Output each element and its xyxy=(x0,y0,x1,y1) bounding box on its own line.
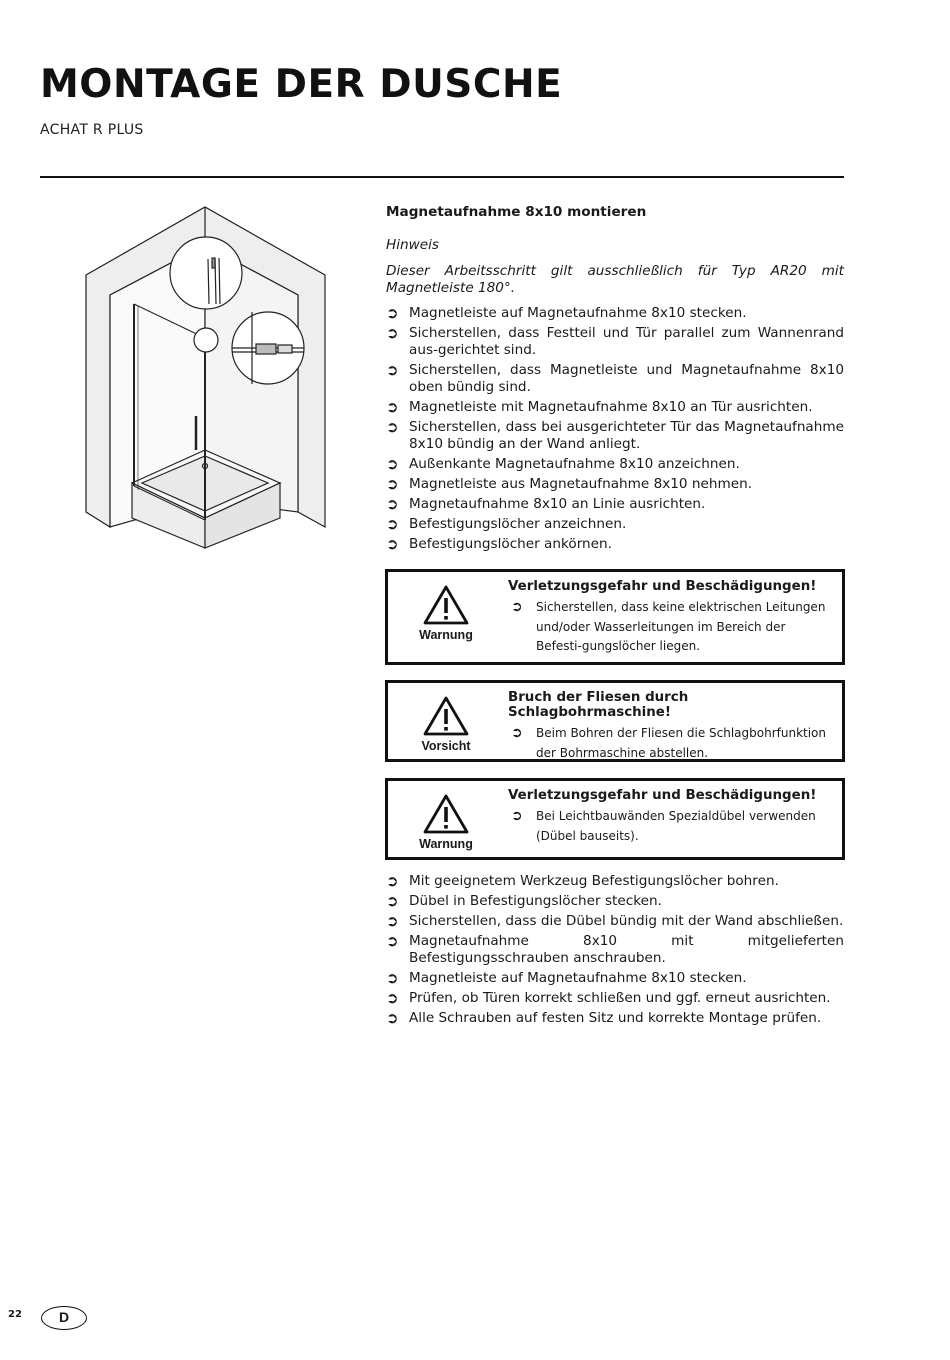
section-heading: Magnetaufnahme 8x10 montieren xyxy=(386,204,647,220)
warning-content xyxy=(508,788,834,846)
header-divider xyxy=(40,176,844,178)
warning-content xyxy=(508,690,834,763)
arrow-right-bullet-icon: ➲ xyxy=(386,398,399,416)
signal-word: Warnung xyxy=(419,628,473,642)
list-item: ➲ Mit geeignetem Werkzeug Befestigungslöcher bohren. xyxy=(386,872,779,890)
step-list xyxy=(386,873,844,1027)
note-label: Hinweis xyxy=(386,237,439,253)
list-item: ➲ Magnetleiste mit Magnetaufnahme 8x10 an Tür ausrichten. xyxy=(386,398,813,416)
arrow-right-bullet-icon: ➲ xyxy=(511,599,523,615)
list-item: ➲ Dübel in Befestigungslöcher stecken. xyxy=(386,892,662,910)
note-text: Dieser Arbeitsschritt gilt ausschließlich für Typ AR20 mit Magnetleiste 180°. xyxy=(386,263,844,296)
arrow-right-bullet-icon: ➲ xyxy=(386,932,399,950)
shower-illustration xyxy=(80,200,332,556)
arrow-right-bullet-icon: ➲ xyxy=(386,495,399,513)
arrow-right-bullet-icon: ➲ xyxy=(386,515,399,533)
arrow-right-bullet-icon: ➲ xyxy=(386,535,399,553)
step-list xyxy=(386,305,844,553)
instruction-section xyxy=(386,204,844,556)
list-item: ➲ Magnetaufnahme 8x10 mit mitgelieferten Befestigungsschrauben anschrauben. xyxy=(386,932,844,966)
warning-content xyxy=(508,579,834,657)
list-item: ➲ Alle Schrauben auf festen Sitz und korrekte Montage prüfen. xyxy=(386,1009,822,1027)
page-number: 22 xyxy=(8,1309,22,1320)
signal-word: Warnung xyxy=(419,837,473,851)
warning-triangle-icon xyxy=(410,793,482,865)
product-name: ACHAT R PLUS xyxy=(40,122,144,138)
warning-title: Verletzungsgefahr und Beschädigungen! xyxy=(508,579,817,594)
language-badge: D xyxy=(41,1306,87,1330)
arrow-right-bullet-icon: ➲ xyxy=(386,361,399,379)
list-item: ➲ Sicherstellen, dass Magnetleiste und Magnetaufnahme 8x10 oben bündig sind. xyxy=(386,361,844,395)
signal-word: Vorsicht xyxy=(421,739,471,753)
warning-box xyxy=(385,569,845,665)
arrow-right-bullet-icon: ➲ xyxy=(386,324,399,342)
arrow-right-bullet-icon: ➲ xyxy=(386,475,399,493)
arrow-right-bullet-icon: ➲ xyxy=(511,808,523,824)
list-item: ➲ Magnetleiste aus Magnetaufnahme 8x10 nehmen. xyxy=(386,475,753,493)
list-item: ➲ Magnetleiste auf Magnetaufnahme 8x10 stecken. xyxy=(386,969,747,987)
arrow-right-bullet-icon: ➲ xyxy=(386,418,399,436)
warning-triangle-icon xyxy=(410,695,482,767)
list-item: ➲ Magnetleiste auf Magnetaufnahme 8x10 stecken. xyxy=(386,304,747,322)
list-item: ➲ Bei Leichtbauwänden Spezialdübel verwenden (Dübel bauseits). xyxy=(511,808,816,843)
warning-triangle-icon xyxy=(410,584,482,656)
warning-box xyxy=(385,778,845,860)
warning-title: Verletzungsgefahr und Beschädigungen! xyxy=(508,788,817,803)
list-item: ➲ Prüfen, ob Türen korrekt schließen und ggf. erneut ausrichten. xyxy=(386,989,831,1007)
arrow-right-bullet-icon: ➲ xyxy=(386,989,399,1007)
list-item: ➲ Befestigungslöcher ankörnen. xyxy=(386,535,612,553)
list-item: ➲ Sicherstellen, dass die Dübel bündig mit der Wand abschließen. xyxy=(386,912,844,930)
arrow-right-bullet-icon: ➲ xyxy=(511,725,523,741)
arrow-right-bullet-icon: ➲ xyxy=(386,912,399,930)
caution-box xyxy=(385,680,845,762)
arrow-right-bullet-icon: ➲ xyxy=(386,304,399,322)
list-item: ➲ Magnetaufnahme 8x10 an Linie ausrichten. xyxy=(386,495,706,513)
arrow-right-bullet-icon: ➲ xyxy=(386,872,399,890)
arrow-right-bullet-icon: ➲ xyxy=(386,1009,399,1027)
list-item: ➲ Sicherstellen, dass Festteil und Tür parallel zum Wannenrand aus-gerichtet sind. xyxy=(386,324,844,358)
arrow-right-bullet-icon: ➲ xyxy=(386,969,399,987)
step-list-continued xyxy=(386,873,844,1030)
arrow-right-bullet-icon: ➲ xyxy=(386,892,399,910)
page-title: MONTAGE DER DUSCHE xyxy=(40,62,563,107)
list-item: ➲ Beim Bohren der Fliesen die Schlagbohrfunktion der Bohrmaschine abstellen. xyxy=(511,725,827,760)
list-item: ➲ Sicherstellen, dass keine elektrischen Leitungen und/oder Wasserleitungen im Bereich der Befesti-gungslöcher liegen. xyxy=(511,599,826,653)
list-item: ➲ Befestigungslöcher anzeichnen. xyxy=(386,515,627,533)
warning-title: Bruch der Fliesen durch Schlagbohrmaschine! xyxy=(508,690,689,720)
list-item: ➲ Außenkante Magnetaufnahme 8x10 anzeichnen. xyxy=(386,455,740,473)
list-item: ➲ Sicherstellen, dass bei ausgerichteter Tür das Magnetaufnahme 8x10 bündig an der Wand anliegt. xyxy=(386,418,844,452)
arrow-right-bullet-icon: ➲ xyxy=(386,455,399,473)
